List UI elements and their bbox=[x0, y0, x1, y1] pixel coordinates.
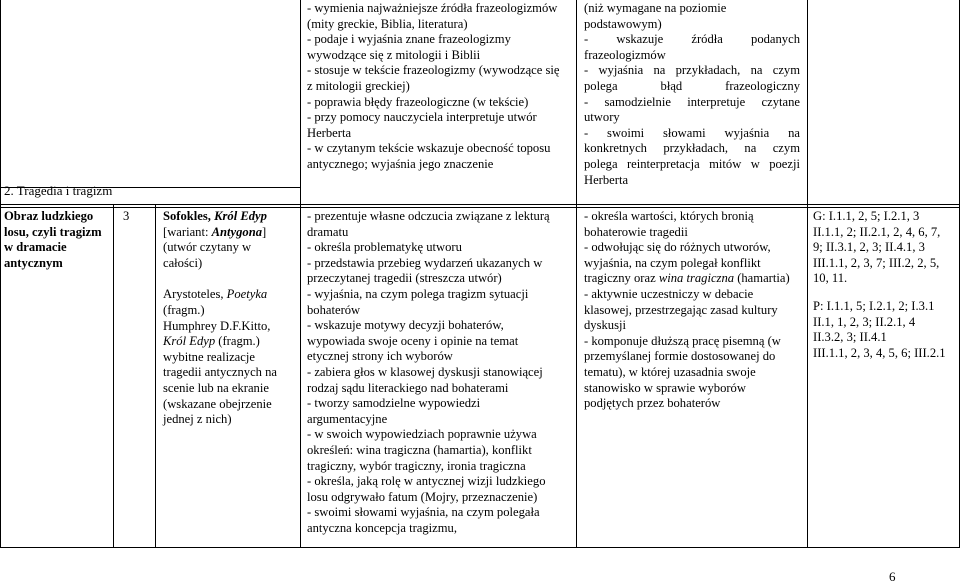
text-line: losu odgrywało fatum (Mojry, przeznaczenie) bbox=[307, 489, 538, 504]
arystoteles-title: Poetyka bbox=[226, 287, 268, 302]
text-line: podstawowym) bbox=[584, 16, 662, 31]
text-line: dramatu bbox=[307, 224, 349, 239]
text-line: rodzaj sądu literackiego nad bohaterami bbox=[307, 380, 509, 395]
table-border-col bbox=[807, 0, 808, 548]
text-line: konkretnych przykładach, na czym bbox=[584, 141, 800, 156]
text-line: (niż wymagane na poziomie bbox=[584, 1, 727, 15]
kitto-line: Humphrey D.F.Kitto, bbox=[163, 318, 271, 333]
text-line: tragedii antycznych na bbox=[163, 365, 277, 380]
table-border-col bbox=[113, 205, 114, 548]
text-line: - przedstawia przebieg wydarzeń ukazanych w bbox=[307, 255, 543, 270]
text-line: w dramacie bbox=[4, 240, 67, 255]
section-title: 2. Tragedia i tragizm bbox=[4, 183, 113, 198]
hours-cell: 3 bbox=[123, 209, 130, 223]
req-line: klasowej, przestrzegając zasad kultury bbox=[584, 302, 778, 317]
req-line: przemyślanej formie dostosowanej do bbox=[584, 349, 776, 364]
row-divider bbox=[0, 207, 960, 208]
text-line: - stosuje w tekście frazeologizmy (wywodzące się bbox=[307, 63, 560, 78]
text-line: P: I.1.1, 5; I.2.1, 2; I.3.1 bbox=[813, 299, 935, 313]
text-line: - swoimi słowami wyjaśnia, na czym polegała bbox=[307, 505, 540, 520]
text-line: - podaje i wyjaśnia znane frazeologizmy bbox=[307, 32, 511, 47]
kitto-title: Król Edyp bbox=[163, 334, 216, 349]
fragm-line: (fragm.) bbox=[215, 334, 260, 349]
text-line: - wymienia najważniejsze źródła frazeologizmów bbox=[307, 1, 558, 15]
text-line: II.1, 1, 2, 3; II.2.1, 4 bbox=[813, 314, 916, 329]
extended-requirements-cell bbox=[584, 209, 790, 412]
req-term: wina tragiczna bbox=[658, 271, 735, 286]
text-line: - wyjaśnia na przykładach, na czym bbox=[584, 63, 800, 78]
req-fragment: (hamartia) bbox=[734, 271, 790, 286]
page-number: 6 bbox=[889, 569, 896, 584]
req-line: tematu), w której uzasadnia swoje bbox=[584, 364, 756, 379]
text-line: - wskazuje motywy decyzji bohaterów, bbox=[307, 318, 504, 333]
text-line: Obraz ludzkiego bbox=[4, 209, 94, 223]
text-line: Herberta bbox=[584, 172, 629, 187]
text-line: - wyjaśnia, na czym polega tragizm sytuacji bbox=[307, 286, 529, 301]
text-line: - zabiera głos w klasowej dyskusji stanowiącej bbox=[307, 364, 543, 379]
table-border-col bbox=[576, 0, 577, 548]
top-extended-requirements bbox=[584, 1, 800, 188]
text-line: - przy pomocy nauczyciela interpretuje utwór bbox=[307, 110, 537, 125]
req-line: bohaterowie tragedii bbox=[584, 224, 688, 239]
text-line: - swoimi słowami wyjaśnia na bbox=[584, 125, 800, 140]
text-line: antyczna koncepcja tragizmu, bbox=[307, 520, 457, 535]
text-line: przeczytanej tragedii (streszcza utwór) bbox=[307, 271, 502, 286]
text-line: scenie lub na ekranie bbox=[163, 380, 269, 395]
text-line: - określa problematykę utworu bbox=[307, 240, 462, 255]
row-divider bbox=[0, 204, 960, 205]
text-line: jednej z nich) bbox=[163, 412, 232, 427]
topic-cell bbox=[4, 209, 102, 271]
text-line: wypowiada swoje oceny i opinie na temat bbox=[307, 333, 519, 348]
text-line: - w czytanym tekście wskazuje obecność toposu bbox=[307, 141, 551, 156]
text-line: - w swoich wypowiedziach poprawnie używa bbox=[307, 427, 537, 442]
sofokles-author: Sofokles, bbox=[163, 209, 215, 223]
core-curriculum-refs-p bbox=[813, 299, 946, 361]
req-line: podjętych przez bohaterów bbox=[584, 396, 721, 411]
czytany-line: (utwór czytany w bbox=[163, 240, 252, 255]
req-line: - aktywnie uczestniczy w debacie bbox=[584, 286, 754, 301]
text-line: (mity greckie, Biblia, literatura) bbox=[307, 16, 468, 31]
text-line: wybitne realizacje bbox=[163, 349, 255, 364]
req-line: stanowisko w sprawie wyborów bbox=[584, 380, 746, 395]
table-border-col bbox=[155, 205, 156, 548]
text-line: antycznym bbox=[4, 255, 63, 270]
text-line: - samodzielnie interpretuje czytane bbox=[584, 94, 800, 109]
text-line: polega reinterpretacja mitów w poezji bbox=[584, 156, 800, 171]
top-basic-requirements bbox=[307, 1, 559, 173]
text-line: 9; II.3.1, 2, 3; II.4.1, 3 bbox=[813, 240, 925, 255]
text-line: bohaterów bbox=[307, 302, 361, 317]
wariant-open: [wariant: bbox=[163, 224, 212, 239]
text-line: argumentacyjne bbox=[307, 411, 388, 426]
core-curriculum-refs-g bbox=[813, 209, 940, 287]
arystoteles-author: Arystoteles, bbox=[163, 287, 227, 302]
text-line: losu, czyli tragizm bbox=[4, 224, 102, 239]
req-fragment: tragiczny oraz bbox=[584, 271, 659, 286]
req-line: - określa wartości, których bronią bbox=[584, 209, 754, 223]
text-line: wywodzące się z mitologii i Biblii bbox=[307, 47, 481, 62]
req-line: - odwołując się do różnych utworów, bbox=[584, 240, 771, 255]
table-border-left bbox=[0, 0, 1, 548]
text-line: antycznego; wyjaśnia jego znaczenie bbox=[307, 156, 494, 171]
texts-cell bbox=[163, 209, 277, 428]
table-border-col bbox=[300, 0, 301, 548]
text-line: utwory bbox=[584, 110, 620, 125]
req-line: dyskusji bbox=[584, 318, 626, 333]
table-border-bottom bbox=[0, 547, 960, 548]
text-line: - określa, jaką rolę w antycznej wizji ludzkiego bbox=[307, 474, 546, 489]
text-line: II.1.1, 2; II.2.1, 2, 4, 6, 7, bbox=[813, 224, 941, 239]
text-line: G: I.1.1, 2, 5; I.2.1, 3 bbox=[813, 209, 920, 223]
text-line: 10, 11. bbox=[813, 271, 848, 286]
wariant-close: ] bbox=[262, 224, 267, 239]
req-line: - komponuje dłuższą pracę pisemną (w bbox=[584, 333, 781, 348]
text-line: określeń: wina tragiczna (hamartia), konflikt bbox=[307, 442, 532, 457]
text-line: II.3.2, 3; II.4.1 bbox=[813, 330, 887, 345]
text-line: (wskazane obejrzenie bbox=[163, 396, 272, 411]
basic-requirements-cell bbox=[307, 209, 550, 536]
text-line: frazeologizmów bbox=[584, 47, 666, 62]
text-line: Herberta bbox=[307, 125, 352, 140]
text-line: III.1.1, 2, 3, 7; III.2, 2, 5, bbox=[813, 255, 940, 270]
text-line: polega błąd frazeologiczny bbox=[584, 78, 800, 93]
text-line: z mitologii greckiej) bbox=[307, 78, 410, 93]
text-line: tragiczny, wybór tragiczny, ironia tragiczna bbox=[307, 458, 526, 473]
text-line: III.1.1, 2, 3, 4, 5, 6; III.2.1 bbox=[813, 345, 946, 360]
wariant-title: Antygona bbox=[211, 224, 262, 239]
sofokles-title: Król Edyp bbox=[214, 209, 267, 223]
fragm-line: (fragm.) bbox=[163, 302, 205, 317]
text-line: - prezentuje własne odczucia związane z lekturą bbox=[307, 209, 550, 223]
req-line: wyjaśnia, na czym polegał konflikt bbox=[584, 255, 761, 270]
text-line: etycznej strony ich wyborów bbox=[307, 349, 453, 364]
text-line: - tworzy samodzielne wypowiedzi bbox=[307, 396, 481, 411]
czytany-line: całości) bbox=[163, 255, 203, 270]
text-line: - poprawia błędy frazeologiczne (w tekście) bbox=[307, 94, 529, 109]
text-line: - wskazuje źródła podanych bbox=[584, 32, 800, 47]
